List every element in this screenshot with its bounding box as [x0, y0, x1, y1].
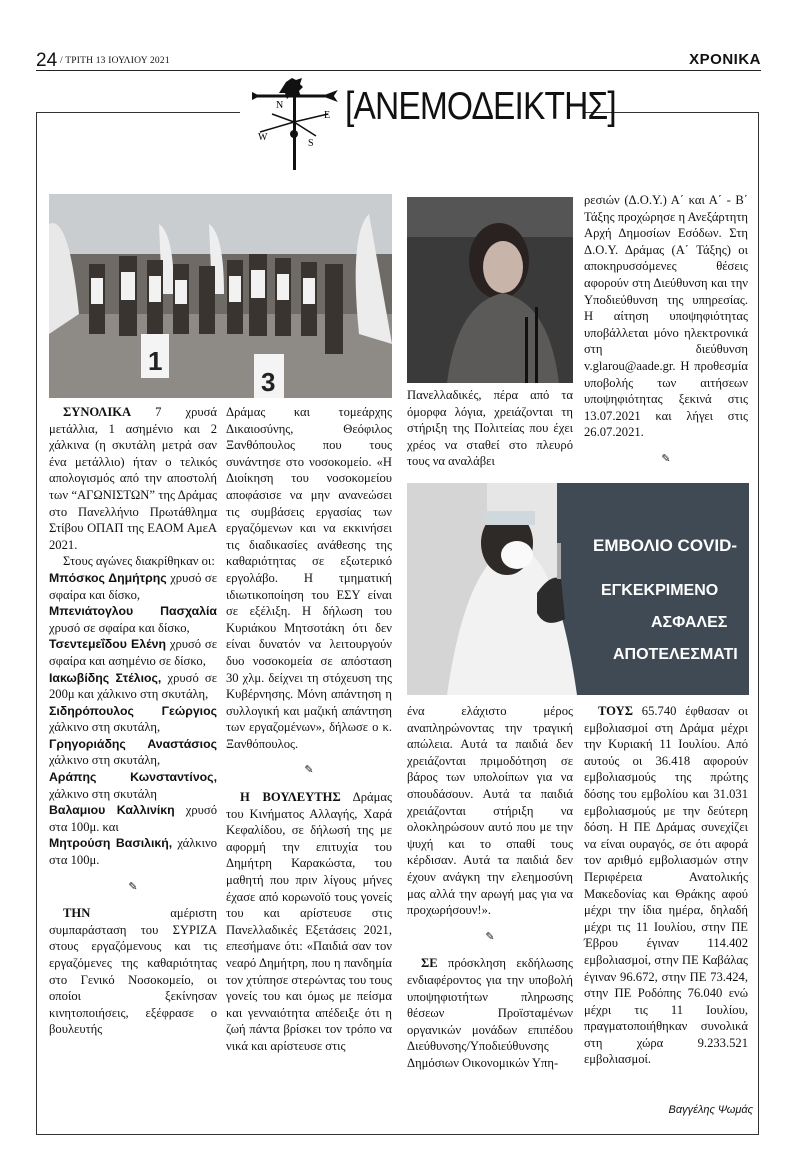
header-rule	[36, 70, 761, 71]
column-4-bottom	[584, 703, 748, 1068]
podium-3: 3	[261, 367, 276, 397]
athlete-name: Μπόσκος Δημήτρης	[49, 570, 167, 585]
story-kefalidou-text: Δράμας του Κινήματος Αλλαγής, Χαρά Κεφαλίδου, σε δήλωσή της με αφορμή την επιτυχία του Δημήτρη Καρακώστα, του μαθητή που πριν λίγους μήνες έχασε από κορωνοϊό τους γονείς του και αρίστευσε στις Πανελλαδικές Εξετάσεις 2021, επεσήμανε ότι: «Παιδιά σαν τον νεαρό Δημήτρη, που η πανδημία τον χτύπησε στερώντας του τους γονείς του και όμως με πείσμα και γενναιότητα απέδειξε ότι η ζωή πάντα βρίσκει τον τρόπο να νικά και αρίστευσε στις	[226, 790, 392, 1053]
podium-1: 1	[148, 346, 163, 376]
athlete-name: Γρηγοριάδης Αναστάσιος	[49, 736, 217, 751]
weathervane-icon	[252, 74, 338, 172]
vane-letter-e: E	[324, 110, 331, 121]
separator-quill-icon: ✎	[485, 929, 495, 943]
athlete-name: Βαλαμιου Καλλινίκη	[49, 803, 175, 818]
athlete-entry	[49, 603, 217, 636]
story-kefalidou-lead: Η ΒΟΥΛΕΥΤΗΣ	[240, 790, 341, 805]
author-signature: Βαγγέλης Ψωμάς	[668, 1104, 753, 1116]
story-syriza-cont: Δράμας και τομεάρχης Δικαιοσύνης, Θεόφιλος Ξανθόπουλος που τους συνάντησε στο νοσοκομείο. «Η Διοίκηση του νοσοκομείου αποφάσισε να μην ανανεώσει τις συμβάσεις εργασίας των εργαζόμενων και να εκκινήσει τις διαδικασίες ανάθεσης της καθαριότητας σε εξωτερικό εργολάβο. Η τμηματική ιδιωτικοποίηση του ΕΣΥ είναι σε εξέλιξη. Η δήλωση του Κυριάκου Μητσοτάκη ότι δεν είναι δυνατόν να λειτουργούν δυο νοσοκομεία σε απόσταση 30 χλμ. δείχνει τη στόχευση της Κυβέρνησης. Μόνη απάντηση η συλλογική και μαζική απάντηση των εργαζομένων», δήλωσε ο κ. Ξανθόπουλος.	[226, 405, 392, 751]
athletes-photo	[49, 194, 392, 398]
banner-line-4: ΑΠΟΤΕΛΕΣΜΑΤΙ	[613, 646, 738, 663]
athlete-name: Μητρούση Βασιλική,	[49, 836, 173, 851]
story-medals-lead: ΣΥΝΟΛΙΚΑ	[63, 405, 132, 419]
separator-quill-icon: ✎	[304, 763, 314, 777]
athlete-entry	[49, 802, 217, 835]
athlete-result: χάλκινο στα 100μ.	[49, 836, 217, 868]
story-aade	[407, 955, 573, 1071]
vaccine-photo	[407, 483, 749, 695]
column-3-top	[407, 387, 573, 470]
athlete-name: Σιδηρόπουλος Γεώργιος	[49, 703, 217, 718]
athlete-result: χάλκινο στη σκυτάλη,	[49, 753, 161, 768]
athlete-result: χάλκινο στη σκυτάλη,	[49, 720, 161, 735]
banner-line-2: ΕΓΚΕΚΡΙΜΕΝΟ	[601, 582, 719, 599]
athlete-result: χρυσό σε 200μ και χάλκινο στη σκυτάλη,	[49, 670, 218, 702]
separator-quill-icon: ✎	[128, 879, 138, 893]
vane-letter-s: S	[308, 138, 314, 149]
athlete-result: χρυσό σε σφαίρα και ασημένιο σε δίσκο,	[49, 637, 217, 668]
banner-line-3: ΑΣΦΑΛΕΣ	[651, 614, 728, 631]
athlete-name: Μπενιάτογλου Πασχαλία	[49, 604, 217, 619]
athlete-name: Τσεντεμεΐδου Ελένη	[49, 637, 166, 652]
story-kefalidou-cont: Πανελλαδικές, πέρα από τα όμορφα λόγια, χρειάζονται τη στήριξη της Πολιτείας που έχει χρέος να σταθεί στο πλευρό τους να αναλάβει	[407, 388, 573, 469]
athlete-entry	[49, 636, 217, 669]
column-1	[49, 404, 217, 1038]
column-2	[226, 404, 392, 1055]
story-medals	[49, 404, 217, 553]
athlete-entry	[49, 769, 217, 802]
section-name: ΧΡΟΝΙΚΑ	[689, 51, 761, 68]
athlete-name: Αράπης Κωνσταντίνος,	[49, 770, 217, 785]
column-3-bottom	[407, 703, 573, 1071]
story-aade-lead: ΣΕ	[421, 956, 438, 971]
athlete-result: χάλκινο στη σκυτάλη	[49, 786, 157, 801]
story-vaccinations-text: 65.740 έφθασαν οι εμβολιασμοί στη Δράμα μέχρι την Κυριακή 11 Ιουλίου. Από αυτούς οι 36.418 αφορούν εμβολιασμούς της πρώτης δόσης του εμβολίου και 31.031 εμβολιασμούς με την δεύτερη δόση. Η ΠΕ Δράμας συνεχίζει να είναι ουραγός, σε ότι αφορά τον αριθμό εμβολιασμών στην Περιφέρεια Ανατολικής Μακεδονίας και Θράκης αφού μέχρι την ίδια ημέρα, δηλαδή μέχρι τις 11 Ιουλίου, στην ΠΕ Έβρου έγιναν 114.402 εμβολιασμοί, στην ΠΕ Καβάλας έγιναν 96.672, στην ΠΕ 73.424, στην ΠΕ Ροδόπης 76.040 ενώ μέχρι τις 11 Ιουλίου, πραγματοποιήθηκαν συνολικά στη χώρα 9.233.521 εμβολιασμοί.	[584, 704, 748, 1067]
athlete-result: χρυσό στα 100μ. και	[49, 803, 217, 834]
story-medals-text: 7 χρυσά μετάλλια, 1 ασημένιο και 2 χάλκινα (η σκυτάλη μετρά σαν ένα μετάλλιο) ήταν ο τελικός απολογισμός από την αποστολή των “ΑΓΩΝΙΣΤΩΝ” της Δράμας στο Πανελλήνιο Πρωτάθλημα Στίβου ΟΠΑΠ της ΕΑΟΜ ΑμεΑ 2021.	[49, 405, 217, 552]
athlete-result: χρυσό σε σφαίρα και δίσκο,	[49, 570, 217, 602]
banner-line-1: ΕΜΒΟΛΙΟ COVID-	[593, 536, 738, 555]
athlete-entry	[49, 670, 217, 703]
athlete-result: χρυσό σε σφαίρα και δίσκο,	[49, 620, 190, 635]
politician-photo	[407, 197, 573, 383]
story-aade-cont: ρεσιών (Δ.Ο.Υ.) Α΄ και Α΄ - Β΄ Τάξης προχώρησε η Ανεξάρτητη Αρχή Δημοσίων Εσόδων. Στη Δ.Ο.Υ. Δράμας (Α΄ Τάξης) οι αποκηρυσσόμενες θέσεις αφορούν στη Διεύθυνση και την Υποδιεύθυνση της υπηρεσίας. Η αίτηση υποψηφιότητας υποβάλλεται μόνο ηλεκτρονικά στη διεύθυνση v.glarou@aade.gr. Η προθεσμία υποβολής των αιτήσεων υποψηφιότητας ξεκινά στις 13.07.2021 και λήγει στις 26.07.2021.	[584, 193, 748, 440]
story-vaccinations-lead: ΤΟΥΣ	[598, 704, 633, 718]
athlete-entry	[49, 703, 217, 736]
athlete-entry	[49, 835, 217, 868]
athlete-entry	[49, 736, 217, 769]
story-syriza-text: αμέριστη συμπαράσταση του ΣΥΡΙΖΑ στους εργαζόμενους και τις εργαζόμενες της καθαριότητας στο Γενικό Νοσοκομείο, οι οποίοι ξεκίνησαν κινητοποιήσεις, εξέφρασε ο βουλευτής	[49, 906, 217, 1037]
separator-quill-icon: ✎	[661, 451, 671, 465]
column-title: [ΑΝΕΜΟΔΕΙΚΤΗΣ]	[345, 85, 616, 128]
story-vaccinations	[584, 703, 748, 1068]
column-4-top	[584, 192, 748, 478]
page-number: 24	[36, 50, 58, 71]
story-aade-text: πρόσκληση εκδήλωσης ενδιαφέροντος για την υποβολή υποψηφιοτήτων πληρωσης θέσεων Προϊσταμένων οργανικών μονάδων επιπέδου Διεύθυνσης/Υποδιεύθυνσης Δημόσιων Οικονομικών Υπη-	[407, 956, 573, 1070]
story-kefalidou-cont-2: ένα ελάχιστο μέρος αναπληρώνοντας την τραγική απώλεια. Αυτά τα παιδιά δεν χρειάζονται πριμοδότηση σε βάρος των υπολοίπων για να σπουδάσουν. Αυτά τα παιδιά χρειάζονται στήριξη να ολοκληρώσουν αυτό που με την ψυχή και το σπαθί τους κέρδισαν. Αυτά τα παιδιά δεν έχουν ανάγκη την ελεημοσύνη μας αλλά την αρωγή μας για να προχωρήσουν!».	[407, 704, 573, 918]
story-kefalidou	[226, 789, 392, 1055]
athletes-intro: Στους αγώνες διακρίθηκαν οι:	[63, 554, 215, 569]
athlete-name: Ιακωβίδης Στέλιος,	[49, 670, 162, 685]
issue-date: / ΤΡΙΤΗ 13 ΙΟΥΛΙΟΥ 2021	[60, 56, 170, 66]
vane-letter-n: N	[276, 100, 284, 111]
story-syriza-lead: ΤΗΝ	[63, 906, 91, 921]
athlete-list	[49, 570, 217, 869]
vane-letter-w: W	[258, 132, 268, 143]
story-syriza	[49, 905, 217, 1038]
athlete-entry	[49, 570, 217, 603]
